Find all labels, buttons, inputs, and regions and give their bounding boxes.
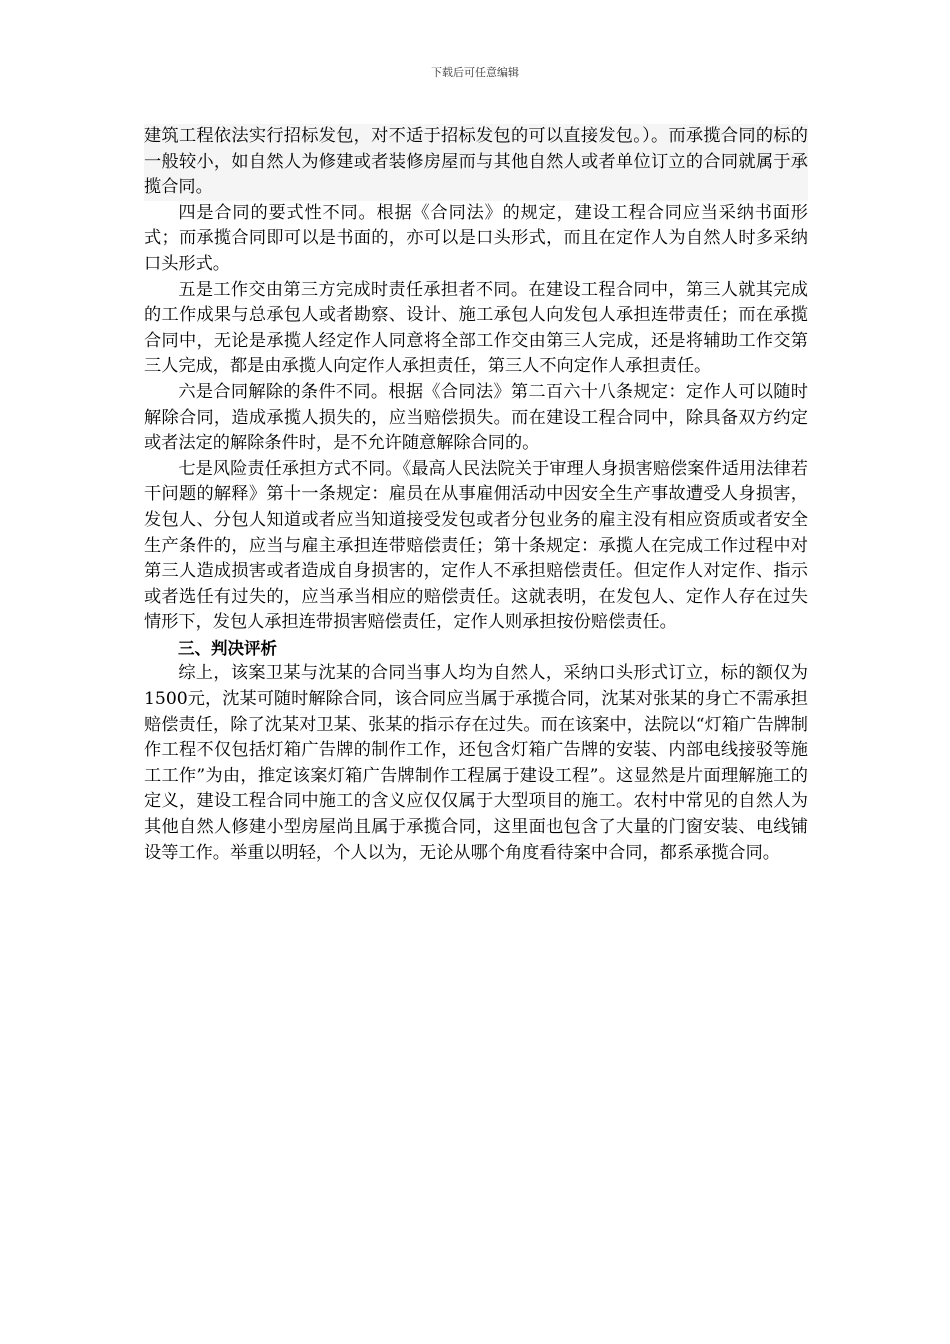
paragraph-third-party-liability: 五是工作交由第三方完成时责任承担者不同。在建设工程合同中，第三人就其完成的工作成果与总承包人或者勘察、设计、施工承包人向发包人承担连带责任；而在承揽合同中，无论是承揽人经定作人同意将全部工作交由第三人完成，还是将辅助工作交第三人完成，都是由承揽人向定作人承担责任，第三人不向定作人承担责任。 [144,279,808,377]
paragraph-termination-conditions: 六是合同解除的条件不同。根据《合同法》第二百六十八条规定：定作人可以随时解除合同，造成承揽人损失的，应当赔偿损失。而在建设工程合同中，除具备双方约定或者法定的解除条件时，是不允许随意解除合同的。 [144,381,808,454]
section-heading: 三、判决评析 [178,638,277,658]
document-body [144,124,808,866]
paragraph-formality-difference: 四是合同的要式性不同。根据《合同法》的规定，建设工程合同应当采纳书面形式；而承揽合同即可以是书面的，亦可以是口头形式，而且在定作人为自然人时多采纳口头形式。 [144,202,808,274]
paragraph-risk-liability: 七是风险责任承担方式不同。《最高人民法院关于审理人身损害赔偿案件适用法律若干问题的解释》第十一条规定：雇员在从事雇佣活动中因安全生产事故遭受人身损害，发包人、分包人知道或者应当知道接受发包或者分包业务的雇主没有相应资质或者安全生产条件的，应当与雇主承担连带赔偿责任；第十条规定：承揽人在完成工作过程中对第三人造成损害或者造成自身损害的，定作人不承担赔偿责任。但定作人对定作、指示或者选任有过失的，应当承当相应的赔偿责任。这就表明，在发包人、定作人存在过失情形下，发包人承担连带损害赔偿责任，定作人则承担按份赔偿责任。 [144,458,808,633]
paragraph-judgment-analysis: 综上，该案卫某与沈某的合同当事人均为自然人，采纳口头形式订立，标的额仅为1500元，沈某可随时解除合同，该合同应当属于承揽合同，沈某对张某的身亡不需承担赔偿责任，除了沈某对卫某、张某的指示存在过失。而在该案中，法院以“灯箱广告牌制作工程不仅包括灯箱广告牌的制作工作，还包含灯箱广告牌的安装、内部电线接驳等施工工作”为由，推定该案灯箱广告牌制作工程属于建设工程”。这显然是片面理解施工的定义，建设工程合同中施工的含义应仅仅属于大型项目的施工。农村中常见的自然人为其他自然人修建小型房屋尚且属于承揽合同，这里面也包含了大量的门窗安装、电线铺设等工作。举重以明轻，个人以为，无论从哪个角度看待案中合同，都系承揽合同。 [144,663,808,863]
page-header: 下载后可任意编辑 [431,66,519,79]
paragraph-continuation: 建筑工程依法实行招标发包，对不适于招标发包的可以直接发包。）。而承揽合同的标的一般较小，如自然人为修建或者装修房屋而与其他自然人或者单位订立的合同就属于承揽合同。 [144,124,808,201]
